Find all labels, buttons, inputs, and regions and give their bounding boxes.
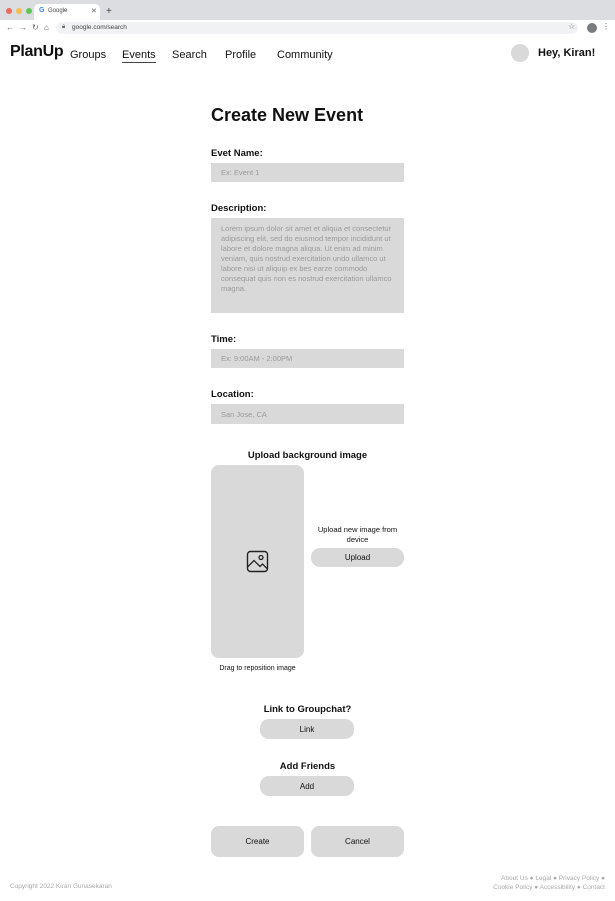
upload-button[interactable]: Upload bbox=[311, 548, 404, 567]
planup-logo[interactable]: PlanUp bbox=[10, 43, 64, 60]
event-name-label: Evet Name: bbox=[211, 148, 263, 159]
event-name-input[interactable] bbox=[211, 163, 404, 182]
footer-links-line1[interactable]: About Us ● Legal ● Privacy Policy ● bbox=[501, 875, 605, 882]
back-icon[interactable]: ← bbox=[6, 23, 14, 32]
page-title: Create New Event bbox=[211, 105, 364, 125]
groupchat-heading: Link to Groupchat? bbox=[263, 704, 352, 715]
google-favicon-icon: G bbox=[39, 7, 45, 14]
nav-search[interactable]: Search bbox=[172, 49, 207, 61]
maximize-window-button[interactable] bbox=[26, 8, 32, 14]
add-button[interactable]: Add bbox=[260, 776, 354, 796]
browser-tab[interactable] bbox=[34, 4, 100, 20]
upload-device-text: Upload new image from device bbox=[317, 525, 398, 544]
profile-icon[interactable] bbox=[587, 23, 597, 33]
drag-hint: Drag to reposition image bbox=[219, 665, 296, 672]
address-bar[interactable] bbox=[56, 22, 578, 34]
background-image-preview[interactable] bbox=[211, 465, 304, 658]
time-input[interactable] bbox=[211, 349, 404, 368]
browser-chrome bbox=[0, 0, 615, 36]
tab-bar bbox=[0, 0, 615, 20]
url-text: google.com/search bbox=[72, 24, 127, 31]
cancel-button[interactable]: Cancel bbox=[311, 826, 404, 857]
star-icon[interactable]: ☆ bbox=[568, 22, 576, 31]
description-textarea[interactable]: Lorem ipsum dolor sit amet et aliqua et consectetur adipiscing elit, sed do eiusmod tempor incididunt ut labore et dolore magna aliqua. Ut enim ad minim veniam, quis nostrud exercitation undo ullamco ut labore nisi ut aliquip ex bes earze commodo consequat quis non es nostrud exercitation ullamco magna. bbox=[211, 218, 404, 313]
upload-heading: Upload background image bbox=[247, 450, 368, 461]
link-button[interactable]: Link bbox=[260, 719, 354, 739]
minimize-window-button[interactable] bbox=[16, 8, 22, 14]
more-menu-icon[interactable]: ⋮ bbox=[602, 22, 610, 31]
address-row bbox=[0, 20, 615, 36]
reload-icon[interactable]: ↻ bbox=[32, 23, 39, 32]
tab-title: Google bbox=[48, 8, 68, 14]
window-controls bbox=[6, 8, 32, 14]
lock-icon: 🔒︎ bbox=[62, 24, 66, 30]
close-tab-icon[interactable]: ✕ bbox=[91, 8, 97, 15]
nav-profile[interactable]: Profile bbox=[225, 49, 257, 61]
home-icon[interactable]: ⌂ bbox=[44, 23, 49, 32]
forward-icon[interactable]: → bbox=[19, 23, 27, 32]
location-input[interactable] bbox=[211, 404, 404, 424]
nav-events[interactable]: Events bbox=[122, 49, 156, 61]
footer-links bbox=[493, 875, 605, 892]
image-icon bbox=[246, 550, 269, 573]
create-button[interactable]: Create bbox=[211, 826, 304, 857]
copyright-text: Copyright 2022 Kiran Gunasekaran bbox=[10, 883, 112, 890]
close-window-button[interactable] bbox=[6, 8, 12, 14]
nav-community[interactable]: Community bbox=[277, 49, 333, 61]
add-friends-heading: Add Friends bbox=[279, 761, 336, 772]
location-label: Location: bbox=[211, 389, 254, 400]
user-greeting: Hey, Kiran! bbox=[538, 47, 596, 59]
footer-links-line2[interactable]: Cookie Policy ● Accessibility ● Contact bbox=[493, 883, 605, 891]
time-label: Time: bbox=[211, 334, 237, 345]
new-tab-button[interactable]: + bbox=[106, 6, 112, 17]
avatar[interactable] bbox=[511, 44, 529, 62]
nav-groups[interactable]: Groups bbox=[70, 49, 107, 61]
description-label: Description: bbox=[211, 203, 267, 214]
